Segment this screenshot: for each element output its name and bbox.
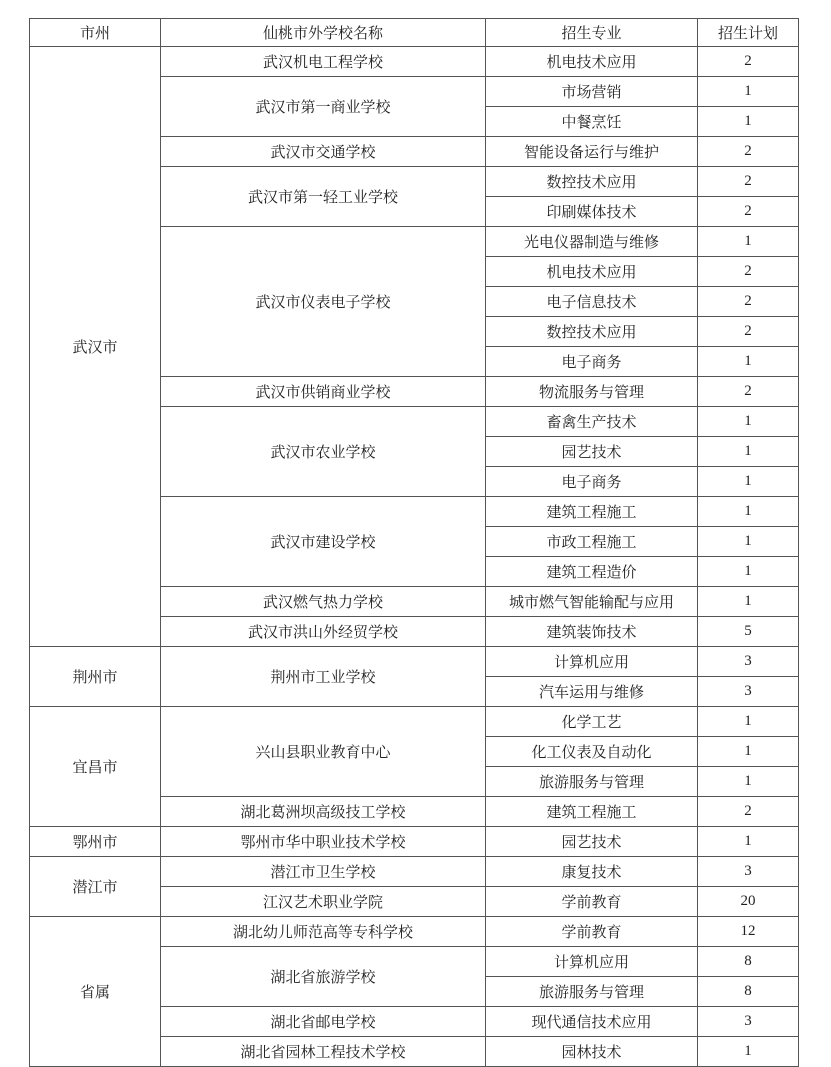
quota-cell: 1 [698,347,799,377]
school-name-cell: 武汉燃气热力学校 [161,587,486,617]
quota-cell: 2 [698,47,799,77]
quota-cell: 1 [698,227,799,257]
quota-cell: 1 [698,467,799,497]
major-cell: 印刷媒体技术 [486,197,698,227]
school-name-cell: 湖北省旅游学校 [161,947,486,1007]
quota-cell: 2 [698,257,799,287]
quota-cell: 3 [698,1007,799,1037]
major-cell: 电子商务 [486,467,698,497]
city-cell: 宜昌市 [30,707,161,827]
enrollment-table-container [29,18,799,1067]
major-cell: 旅游服务与管理 [486,767,698,797]
major-cell: 化学工艺 [486,707,698,737]
major-cell: 汽车运用与维修 [486,677,698,707]
quota-cell: 3 [698,857,799,887]
major-cell: 康复技术 [486,857,698,887]
quota-cell: 1 [698,1037,799,1067]
school-name-cell: 湖北幼儿师范高等专科学校 [161,917,486,947]
school-name-cell: 武汉市农业学校 [161,407,486,497]
quota-cell: 2 [698,317,799,347]
school-name-cell: 武汉市第一商业学校 [161,77,486,137]
quota-cell: 2 [698,137,799,167]
quota-cell: 1 [698,407,799,437]
major-cell: 学前教育 [486,917,698,947]
quota-cell: 12 [698,917,799,947]
major-cell: 光电仪器制造与维修 [486,227,698,257]
major-cell: 计算机应用 [486,647,698,677]
major-cell: 现代通信技术应用 [486,1007,698,1037]
major-cell: 化工仪表及自动化 [486,737,698,767]
school-name-cell: 湖北省邮电学校 [161,1007,486,1037]
major-cell: 机电技术应用 [486,257,698,287]
major-cell: 建筑工程施工 [486,497,698,527]
major-cell: 学前教育 [486,887,698,917]
quota-cell: 1 [698,497,799,527]
school-name-cell: 武汉市仪表电子学校 [161,227,486,377]
major-cell: 计算机应用 [486,947,698,977]
major-cell: 园艺技术 [486,437,698,467]
quota-cell: 8 [698,947,799,977]
header-school: 仙桃市外学校名称 [161,19,486,47]
header-major: 招生专业 [486,19,698,47]
quota-cell: 1 [698,557,799,587]
major-cell: 市政工程施工 [486,527,698,557]
header-quota: 招生计划 [698,19,799,47]
quota-cell: 8 [698,977,799,1007]
major-cell: 旅游服务与管理 [486,977,698,1007]
major-cell: 机电技术应用 [486,47,698,77]
table-row [30,857,799,887]
major-cell: 园艺技术 [486,827,698,857]
school-name-cell: 湖北葛洲坝高级技工学校 [161,797,486,827]
city-cell: 潜江市 [30,857,161,917]
table-row [30,917,799,947]
quota-cell: 1 [698,737,799,767]
quota-cell: 3 [698,677,799,707]
school-name-cell: 武汉市交通学校 [161,137,486,167]
major-cell: 建筑装饰技术 [486,617,698,647]
major-cell: 城市燃气智能输配与应用 [486,587,698,617]
school-name-cell: 武汉机电工程学校 [161,47,486,77]
major-cell: 物流服务与管理 [486,377,698,407]
quota-cell: 1 [698,77,799,107]
city-cell: 武汉市 [30,47,161,647]
header-city: 市州 [30,19,161,47]
major-cell: 数控技术应用 [486,317,698,347]
school-name-cell: 荆州市工业学校 [161,647,486,707]
quota-cell: 1 [698,827,799,857]
quota-cell: 5 [698,617,799,647]
school-name-cell: 武汉市洪山外经贸学校 [161,617,486,647]
school-name-cell: 武汉市建设学校 [161,497,486,587]
city-cell: 鄂州市 [30,827,161,857]
major-cell: 市场营销 [486,77,698,107]
major-cell: 电子信息技术 [486,287,698,317]
major-cell: 建筑工程造价 [486,557,698,587]
school-name-cell: 武汉市第一轻工业学校 [161,167,486,227]
school-name-cell: 武汉市供销商业学校 [161,377,486,407]
major-cell: 畜禽生产技术 [486,407,698,437]
city-cell: 荆州市 [30,647,161,707]
school-name-cell: 兴山县职业教育中心 [161,707,486,797]
major-cell: 中餐烹饪 [486,107,698,137]
major-cell: 园林技术 [486,1037,698,1067]
enrollment-plan-table [29,18,799,1067]
major-cell: 电子商务 [486,347,698,377]
quota-cell: 2 [698,377,799,407]
quota-cell: 1 [698,587,799,617]
major-cell: 建筑工程施工 [486,797,698,827]
city-cell: 省属 [30,917,161,1067]
table-row [30,707,799,737]
school-name-cell: 湖北省园林工程技术学校 [161,1037,486,1067]
quota-cell: 1 [698,107,799,137]
table-row [30,647,799,677]
quota-cell: 1 [698,707,799,737]
quota-cell: 1 [698,437,799,467]
quota-cell: 1 [698,527,799,557]
quota-cell: 2 [698,167,799,197]
school-name-cell: 江汉艺术职业学院 [161,887,486,917]
table-row [30,47,799,77]
quota-cell: 1 [698,767,799,797]
table-body [30,47,799,1067]
table-row [30,827,799,857]
major-cell: 智能设备运行与维护 [486,137,698,167]
header-row [30,19,799,47]
quota-cell: 2 [698,287,799,317]
quota-cell: 20 [698,887,799,917]
school-name-cell: 潜江市卫生学校 [161,857,486,887]
quota-cell: 2 [698,197,799,227]
quota-cell: 3 [698,647,799,677]
major-cell: 数控技术应用 [486,167,698,197]
school-name-cell: 鄂州市华中职业技术学校 [161,827,486,857]
quota-cell: 2 [698,797,799,827]
